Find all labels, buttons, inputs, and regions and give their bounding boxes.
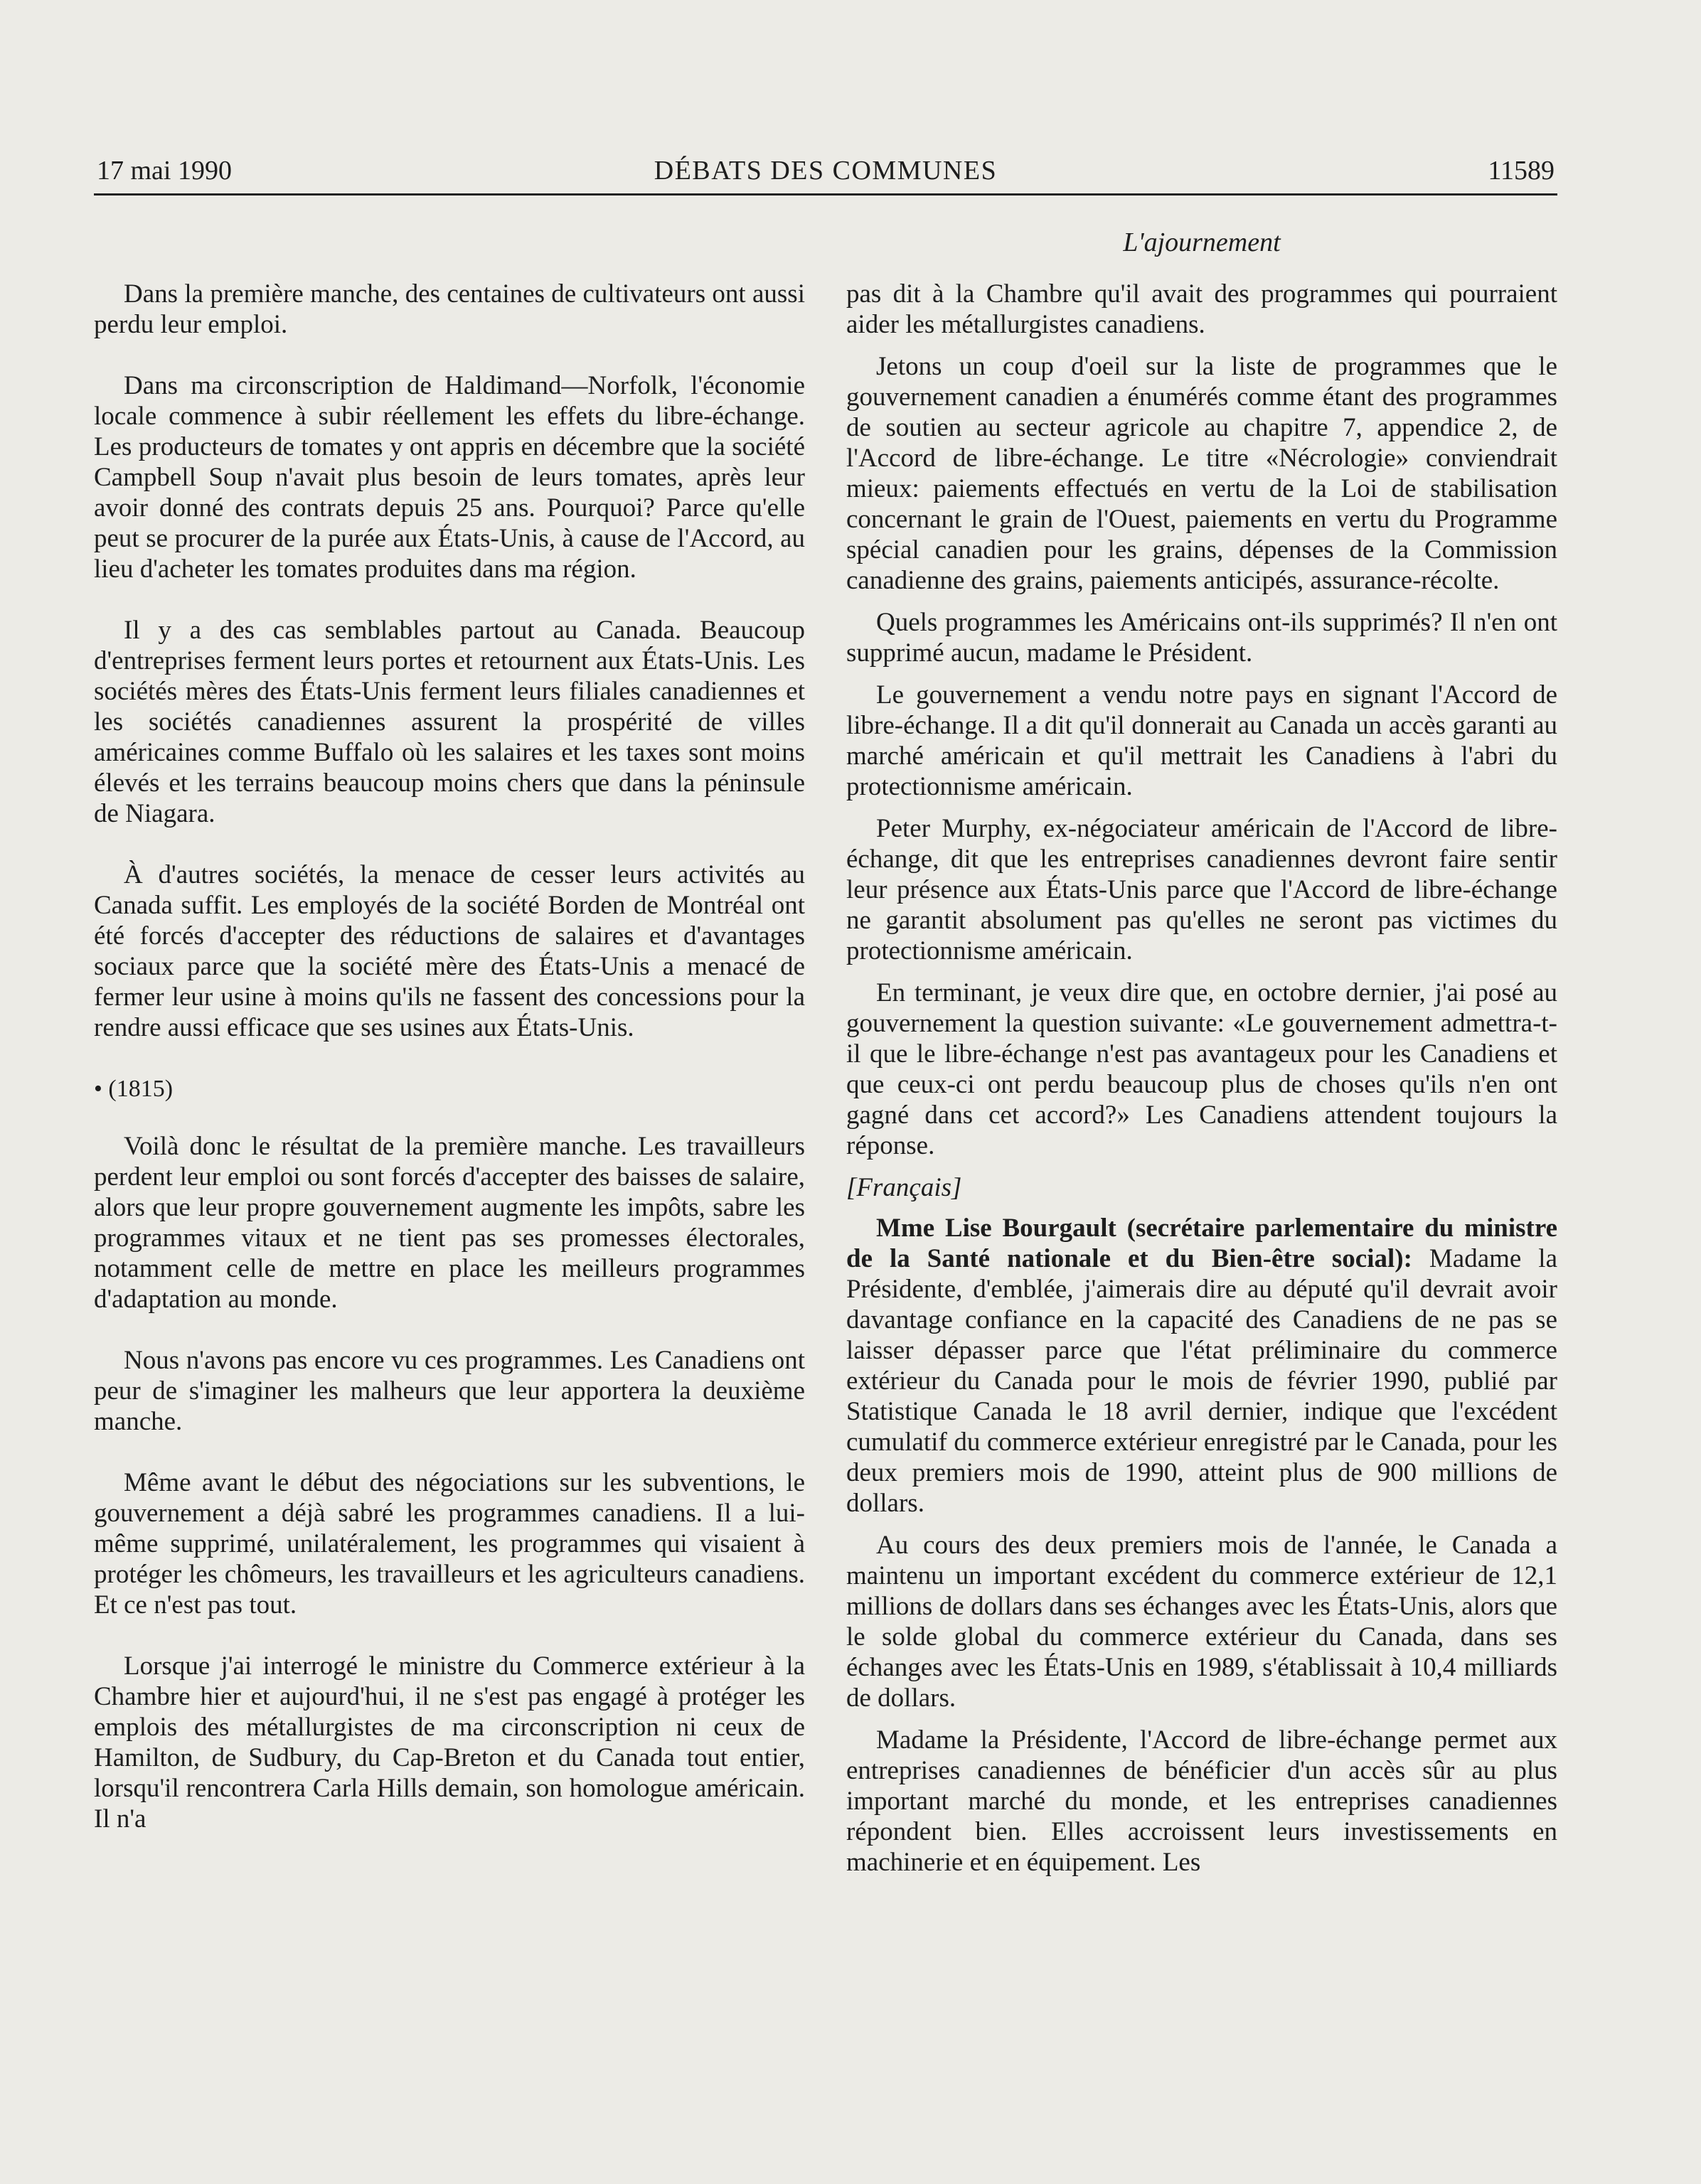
paragraph: Lorsque j'ai interrogé le ministre du Commerce extérieur à la Chambre hier et aujourd'hui, il ne s'est pas engagé à protéger les emplois des métallurgistes de ma circonscription ni ceux de Hamilton, de Sudbury, du Cap-Breton et du Canada tout entier, lorsqu'il rencontrera Carla Hills demain, son homologue américain. Il n'a xyxy=(94,1652,805,1834)
paragraph: Quels programmes les Américains ont-ils supprimés? Il n'en ont supprimé aucun, madame le Président. xyxy=(846,608,1557,668)
paragraph: Il y a des cas semblables partout au Canada. Beaucoup d'entreprises ferment leurs portes et retournent aux États-Unis. Les sociétés mères des États-Unis ferment leurs filiales canadiennes et les sociétés canadiennes assurent la prospérité de villes américaines comme Buffalo où les salaires et les taxes sont moins élevés et les terrains beaucoup moins chers que dans la péninsule de Niagara. xyxy=(94,616,805,828)
paragraph: À d'autres sociétés, la menace de cesser leurs activités au Canada suffit. Les employés de la société Borden de Montréal ont été forcés d'accepter des réductions de salaires et d'avantages sociaux parce que la société mère des États-Unis a menacé de fermer leur usine à moins qu'ils ne fassent des concessions pour la rendre aussi efficace que ses usines aux États-Unis. xyxy=(94,860,805,1042)
header-page-number: 11589 xyxy=(1488,156,1555,186)
header-date: 17 mai 1990 xyxy=(97,156,232,186)
paragraph: En terminant, je veux dire que, en octobre dernier, j'ai posé au gouvernement la question suivante: «Le gouvernement admettra-t-il que le libre-échange n'est pas avantageux pour les Canadiens et que ceux-ci ont perdu beaucoup plus de choses qu'ils n'en ont gagné dans cet accord?» Les Canadiens attendent toujours la réponse. xyxy=(846,978,1557,1160)
paragraph: Même avant le début des négociations sur les subventions, le gouvernement a déjà sabré les programmes canadiens. Il a lui-même supprimé, unilatéralement, les programmes qui visaient à protéger les chômeurs, les travailleurs et les agriculteurs canadiens. Et ce n'est pas tout. xyxy=(94,1468,805,1620)
paragraph: Le gouvernement a vendu notre pays en signant l'Accord de libre-échange. Il a dit qu'il donnerait au Canada un accès garanti au marché américain et qu'il mettrait les Canadiens à l'abri du protectionnisme américain. xyxy=(846,680,1557,801)
speaker-name: Mme Lise Bourgault (secrétaire parlementaire du ministre de la Santé nationale et du Bien-être social): xyxy=(846,1214,1557,1273)
speaker-paragraph xyxy=(846,1213,1557,1519)
page-header xyxy=(94,152,1557,196)
language-tag: [Français] xyxy=(846,1173,962,1202)
paragraph: Au cours des deux premiers mois de l'année, le Canada a maintenu un important excédent du commerce extérieur de 12,1 millions de dollars dans ses échanges avec les États-Unis, alors que le solde global du commerce extérieur du Canada, dans ses échanges avec les États-Unis en 1989, s'établissait à 10,4 milliards de dollars. xyxy=(846,1531,1557,1713)
right-column xyxy=(846,279,1557,1889)
paragraph: Dans ma circonscription de Haldimand—Norfolk, l'économie locale commence à subir réellement les effets du libre-échange. Les producteurs de tomates y ont appris en décembre que la société Campbell Soup n'avait plus besoin de leurs tomates, après leur avoir donné des contrats depuis 25 ans. Pourquoi? Parce qu'elle peut se procurer de la purée aux États-Unis, à cause de l'Accord, au lieu d'acheter les tomates produites dans ma région. xyxy=(94,371,805,584)
paragraph: Peter Murphy, ex-négociateur américain de l'Accord de libre-échange, dit que les entreprises canadiennes devront faire sentir leur présence aux États-Unis parce que l'Accord de libre-échange ne garantit absolument pas qu'elles ne seront pas victimes du protectionnisme américain. xyxy=(846,814,1557,965)
paragraph: Jetons un coup d'oeil sur la liste de programmes que le gouvernement canadien a énumérés comme étant des programmes de soutien au secteur agricole au chapitre 7, appendice 2, de l'Accord de libre-échange. Le titre «Nécrologie» conviendrait mieux: paiements effectués en vertu de la Loi de stabilisation concernant le grain de l'Ouest, paiements en vertu du Programme spécial canadien pour les grains, dépenses de la Commission canadienne des grains, paiements anticipés, assurance-récolte. xyxy=(846,352,1557,595)
paragraph: Dans la première manche, des centaines de cultivateurs ont aussi perdu leur emploi. xyxy=(94,279,805,339)
speaker-text: Madame la Présidente, d'emblée, j'aimerais dire au député qu'il devrait avoir davantage confiance en la capacité des Canadiens de ne pas se laisser dépasser parce que l'état préliminaire du commerce extérieur du Canada pour le mois de février 1990, publié par Statistique Canada le 18 avril dernier, indique que l'excédent cumulatif du commerce extérieur enregistré par le Canada, pour les deux premiers mois de 1990, atteint plus de 900 millions de dollars. xyxy=(846,1244,1557,1518)
section-rubric: L'ajournement xyxy=(1123,228,1281,257)
paragraph: pas dit à la Chambre qu'il avait des programmes qui pourraient aider les métallurgistes canadiens. xyxy=(846,279,1557,339)
time-marker: • (1815) xyxy=(94,1076,174,1102)
paragraph: Madame la Présidente, l'Accord de libre-échange permet aux entreprises canadiennes de bénéficier d'un accès sûr au plus important marché du monde, et les entreprises canadiennes répondent bien. Elles accroissent leurs investissements en machinerie et en équipement. Les xyxy=(846,1725,1557,1877)
left-column xyxy=(94,279,805,1865)
paragraph: Voilà donc le résultat de la première manche. Les travailleurs perdent leur emploi ou sont forcés d'accepter des baisses de salaire, alors que leur propre gouvernement augmente les impôts, sabre les programmes vitaux et ne tient pas ses promesses électorales, notamment celle de mettre en place les meilleurs programmes d'adaptation au monde. xyxy=(94,1132,805,1314)
header-title: DÉBATS DES COMMUNES xyxy=(654,156,998,186)
paragraph: Nous n'avons pas encore vu ces programmes. Les Canadiens ont peur de s'imaginer les malheurs que leur apportera la deuxième manche. xyxy=(94,1346,805,1436)
